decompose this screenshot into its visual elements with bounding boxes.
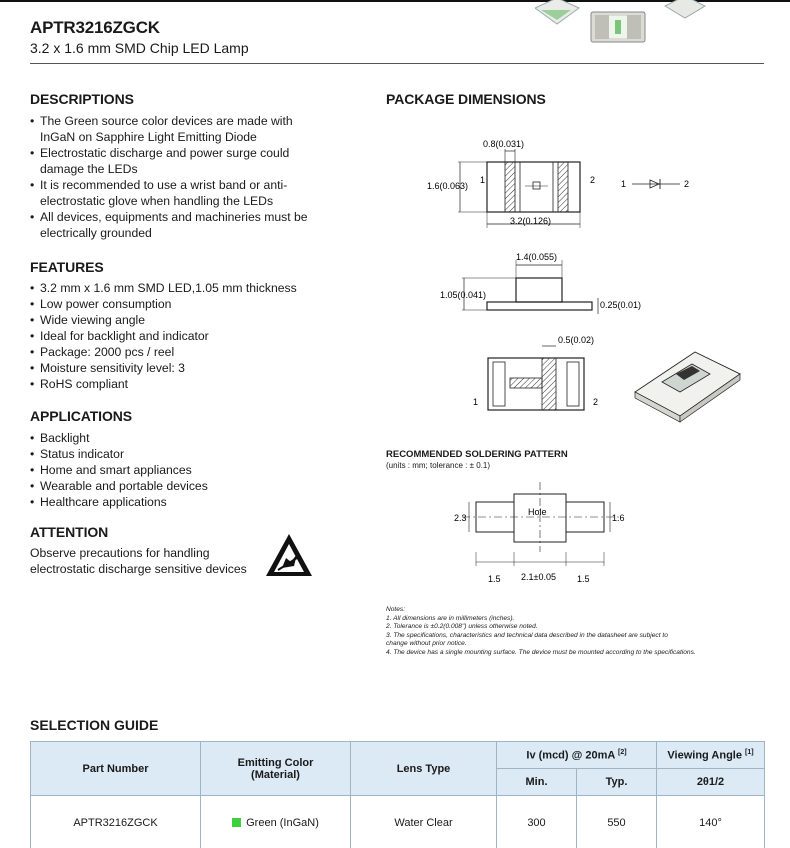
applications-heading: APPLICATIONS <box>30 408 132 424</box>
gap-label: 2.1±0.05 <box>521 572 556 582</box>
note-item: 3. The specifications, characteristics and technical data described in the datasheet are subject to <box>386 631 668 639</box>
notes-heading: Notes: <box>386 606 406 613</box>
cell-typ: 550 <box>577 796 657 848</box>
selection-guide-heading: SELECTION GUIDE <box>30 717 159 733</box>
list-item: • All devices, equipments and machineries must be electrically grounded <box>30 209 310 241</box>
header-lens-type: Lens Type <box>351 742 497 796</box>
pin2-label: 2 <box>590 175 596 185</box>
header-emitting-color: Emitting Color (Material) <box>201 742 351 796</box>
header-viewing-angle: Viewing Angle [1] <box>657 742 765 769</box>
list-item: • Ideal for backlight and indicator <box>30 328 350 344</box>
cell-part: APTR3216ZGCK <box>31 796 201 848</box>
list-item: • RoHS compliant <box>30 376 350 392</box>
package-dimensions-heading: PACKAGE DIMENSIONS <box>386 91 546 107</box>
top-view-drawing <box>427 139 595 228</box>
descriptions-list <box>30 113 310 241</box>
svg-text:2: 2 <box>593 397 599 407</box>
descriptions-heading: DESCRIPTIONS <box>30 91 134 107</box>
list-item: • Wearable and portable devices <box>30 478 330 494</box>
cell-min: 300 <box>497 796 577 848</box>
list-item: • Moisture sensitivity level: 3 <box>30 360 350 376</box>
svg-text:1: 1 <box>473 397 479 407</box>
package-dimension-drawings <box>380 120 760 600</box>
list-item: • Healthcare applications <box>30 494 330 510</box>
height-label: 1.6(0.063) <box>427 181 469 191</box>
features-heading: FEATURES <box>30 259 104 275</box>
header-typ: Typ. <box>577 769 657 796</box>
base-thickness-label: 0.25(0.01) <box>600 300 642 310</box>
list-item: • Backlight <box>30 430 330 446</box>
list-item: • Home and smart appliances <box>30 462 330 478</box>
dome-width-label: 1.4(0.055) <box>516 252 558 262</box>
cell-angle: 140° <box>657 796 765 848</box>
list-item: • Status indicator <box>30 446 330 462</box>
soldering-subtitle: (units : mm; tolerance : ± 0.1) <box>386 461 490 470</box>
list-item: • Low power consumption <box>30 296 350 312</box>
thickness-label: 1.05(0.041) <box>440 290 487 300</box>
list-item: • 3.2 mm x 1.6 mm SMD LED,1.05 mm thickness <box>30 280 350 296</box>
header-part-number: Part Number <box>31 742 201 796</box>
bottom-view-drawing <box>473 335 598 410</box>
bottom-pad-label: 0.5(0.02) <box>558 335 595 345</box>
pin1-label: 1 <box>480 175 486 185</box>
note-item: 1. All dimensions are in millimeters (inches). <box>386 614 515 622</box>
header-divider <box>30 63 764 64</box>
part-subtitle: 3.2 x 1.6 mm SMD Chip LED Lamp <box>30 40 249 56</box>
left-height-label: 2.3 <box>454 513 467 523</box>
hole-label: Hole <box>528 507 547 517</box>
list-item: • Wide viewing angle <box>30 312 350 328</box>
note-item: change without prior notice. <box>386 640 467 648</box>
isometric-package-drawing <box>635 352 740 422</box>
features-list <box>30 280 350 392</box>
header-iv: Iv (mcd) @ 20mA [2] <box>497 742 657 769</box>
cell-lens: Water Clear <box>351 796 497 848</box>
svg-text:2: 2 <box>684 179 690 189</box>
note-item: 2. Tolerance is ±0.2(0.008") unless otherwise noted. <box>386 623 538 631</box>
right-height-label: 1.6 <box>612 513 625 523</box>
side-view-drawing <box>440 252 641 314</box>
list-item: • The Green source color devices are made with InGaN on Sapphire Light Emitting Diode <box>30 113 310 145</box>
note-item: 4. The device has a single mounting surface. The device must be mounted according to the specifications. <box>386 648 696 656</box>
list-item: • It is recommended to use a wrist band or anti-electrostatic glove when handling the LEDs <box>30 177 310 209</box>
cell-color: Green (InGaN) <box>201 796 351 848</box>
table-row <box>31 796 765 848</box>
header-theta: 2θ1/2 <box>657 769 765 796</box>
list-item: • Package: 2000 pcs / reel <box>30 344 350 360</box>
applications-list <box>30 430 330 510</box>
top-width-label: 0.8(0.031) <box>483 139 525 149</box>
green-swatch-icon <box>232 818 241 827</box>
soldering-title: RECOMMENDED SOLDERING PATTERN <box>386 449 568 460</box>
list-item: • Electrostatic discharge and power surge could damage the LEDs <box>30 145 310 177</box>
led-product-photo <box>535 0 715 50</box>
part-number-title: APTR3216ZGCK <box>30 18 160 37</box>
attention-text: Observe precautions for handling electrostatic discharge sensitive devices <box>30 546 247 576</box>
header-min: Min. <box>497 769 577 796</box>
diode-symbol-icon <box>621 179 689 189</box>
svg-text:1: 1 <box>621 179 627 189</box>
length-label: 3.2(0.126) <box>510 216 552 226</box>
pad-left-label: 1.5 <box>488 574 501 584</box>
notes-block <box>386 606 696 658</box>
esd-warning-icon <box>264 532 314 578</box>
soldering-pattern-drawing <box>454 482 625 584</box>
selection-guide-table <box>30 741 765 848</box>
pad-right-label: 1.5 <box>577 574 590 584</box>
attention-heading: ATTENTION <box>30 524 109 540</box>
